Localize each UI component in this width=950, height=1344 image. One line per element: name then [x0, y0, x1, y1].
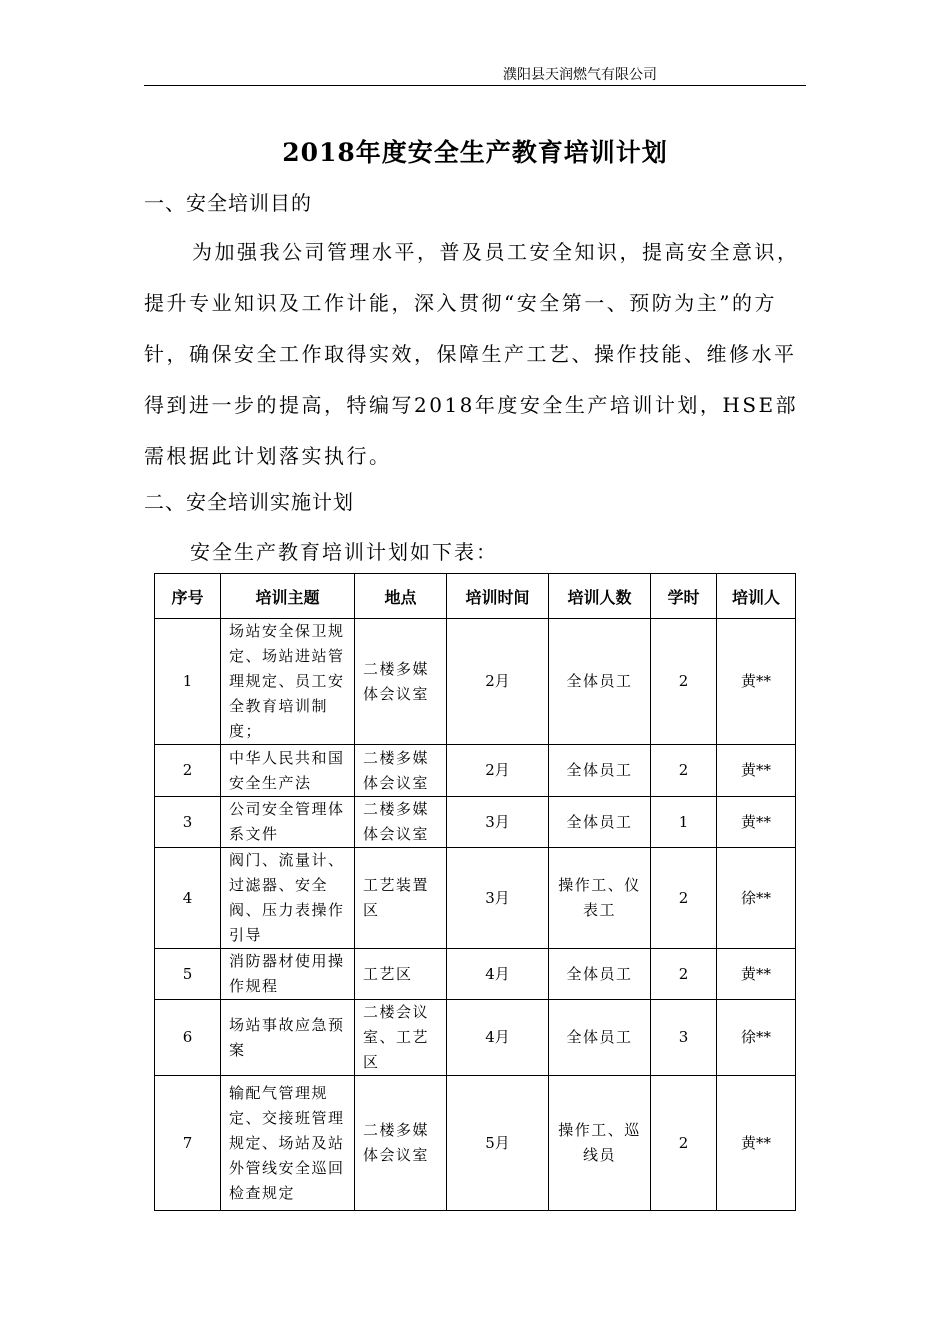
cell-time: 3月 [447, 797, 549, 848]
cell-time: 3月 [447, 848, 549, 949]
table-row [155, 619, 796, 745]
table-row [155, 745, 796, 797]
header-rule [144, 85, 806, 86]
cell-location: 二楼多媒体会议室 [355, 745, 447, 797]
cell-people: 全体员工 [549, 797, 651, 848]
cell-no: 1 [155, 619, 221, 745]
cell-topic: 场站安全保卫规定、场站进站管理规定、员工安全教育培训制度； [221, 619, 355, 745]
cell-trainer: 徐** [717, 1000, 796, 1076]
cell-people: 全体员工 [549, 1000, 651, 1076]
cell-people: 操作工、仪表工 [549, 848, 651, 949]
cell-location: 工艺区 [355, 949, 447, 1000]
cell-time: 2月 [447, 745, 549, 797]
table-header-row [155, 574, 796, 619]
cell-no: 2 [155, 745, 221, 797]
cell-hours: 2 [651, 1076, 717, 1211]
table-row [155, 1076, 796, 1211]
header-location: 地点 [355, 574, 447, 619]
cell-location: 二楼多媒体会议室 [355, 1076, 447, 1211]
cell-people: 全体员工 [549, 619, 651, 745]
cell-trainer: 黄** [717, 619, 796, 745]
cell-hours: 1 [651, 797, 717, 848]
cell-time: 4月 [447, 949, 549, 1000]
cell-people: 全体员工 [549, 949, 651, 1000]
cell-no: 6 [155, 1000, 221, 1076]
cell-trainer: 黄** [717, 949, 796, 1000]
cell-no: 5 [155, 949, 221, 1000]
cell-location: 二楼多媒体会议室 [355, 619, 447, 745]
cell-trainer: 黄** [717, 745, 796, 797]
cell-no: 7 [155, 1076, 221, 1211]
header-hours: 学时 [651, 574, 717, 619]
cell-location: 二楼多媒体会议室 [355, 797, 447, 848]
cell-time: 4月 [447, 1000, 549, 1076]
section-heading-plan: 二、安全培训实施计划 [144, 490, 354, 514]
table-row [155, 848, 796, 949]
cell-hours: 3 [651, 1000, 717, 1076]
cell-time: 2月 [447, 619, 549, 745]
header-people: 培训人数 [549, 574, 651, 619]
table-intro: 安全生产教育培训计划如下表： [190, 540, 498, 564]
cell-topic: 公司安全管理体系文件 [221, 797, 355, 848]
cell-trainer: 徐** [717, 848, 796, 949]
cell-hours: 2 [651, 848, 717, 949]
cell-topic: 消防器材使用操作规程 [221, 949, 355, 1000]
training-plan-table [154, 573, 796, 1211]
cell-trainer: 黄** [717, 797, 796, 848]
table-row [155, 797, 796, 848]
cell-hours: 2 [651, 619, 717, 745]
cell-hours: 2 [651, 745, 717, 797]
cell-time: 5月 [447, 1076, 549, 1211]
cell-topic: 阀门、流量计、过滤器、安全阀、压力表操作引导 [221, 848, 355, 949]
cell-people: 操作工、巡线员 [549, 1076, 651, 1211]
header-no: 序号 [155, 574, 221, 619]
cell-no: 4 [155, 848, 221, 949]
header-topic: 培训主题 [221, 574, 355, 619]
cell-location: 工艺装置区 [355, 848, 447, 949]
cell-topic: 场站事故应急预案 [221, 1000, 355, 1076]
purpose-paragraph: 为加强我公司管理水平，普及员工安全知识，提高安全意识，提升专业知识及工作计能，深入贯彻“安全第一、预防为主”的方针，确保安全工作取得实效，保障生产工艺、操作技能、维修水平得到进一步的提高，特编写2018年度安全生产培训计划，HSE部需根据此计划落实执行。 [144, 240, 800, 468]
cell-no: 3 [155, 797, 221, 848]
cell-topic: 中华人民共和国安全生产法 [221, 745, 355, 797]
section-heading-purpose: 一、安全培训目的 [144, 191, 312, 215]
table-body [155, 619, 796, 1211]
cell-location: 二楼会议室、工艺区 [355, 1000, 447, 1076]
document-title: 2018年度安全生产教育培训计划 [282, 138, 668, 167]
company-name: 濮阳县天润燃气有限公司 [503, 67, 657, 83]
cell-trainer: 黄** [717, 1076, 796, 1211]
header-time: 培训时间 [447, 574, 549, 619]
table-row [155, 1000, 796, 1076]
table-row [155, 949, 796, 1000]
cell-people: 全体员工 [549, 745, 651, 797]
cell-hours: 2 [651, 949, 717, 1000]
cell-topic: 输配气管理规定、交接班管理规定、场站及站外管线安全巡回检查规定 [221, 1076, 355, 1211]
header-trainer: 培训人 [717, 574, 796, 619]
